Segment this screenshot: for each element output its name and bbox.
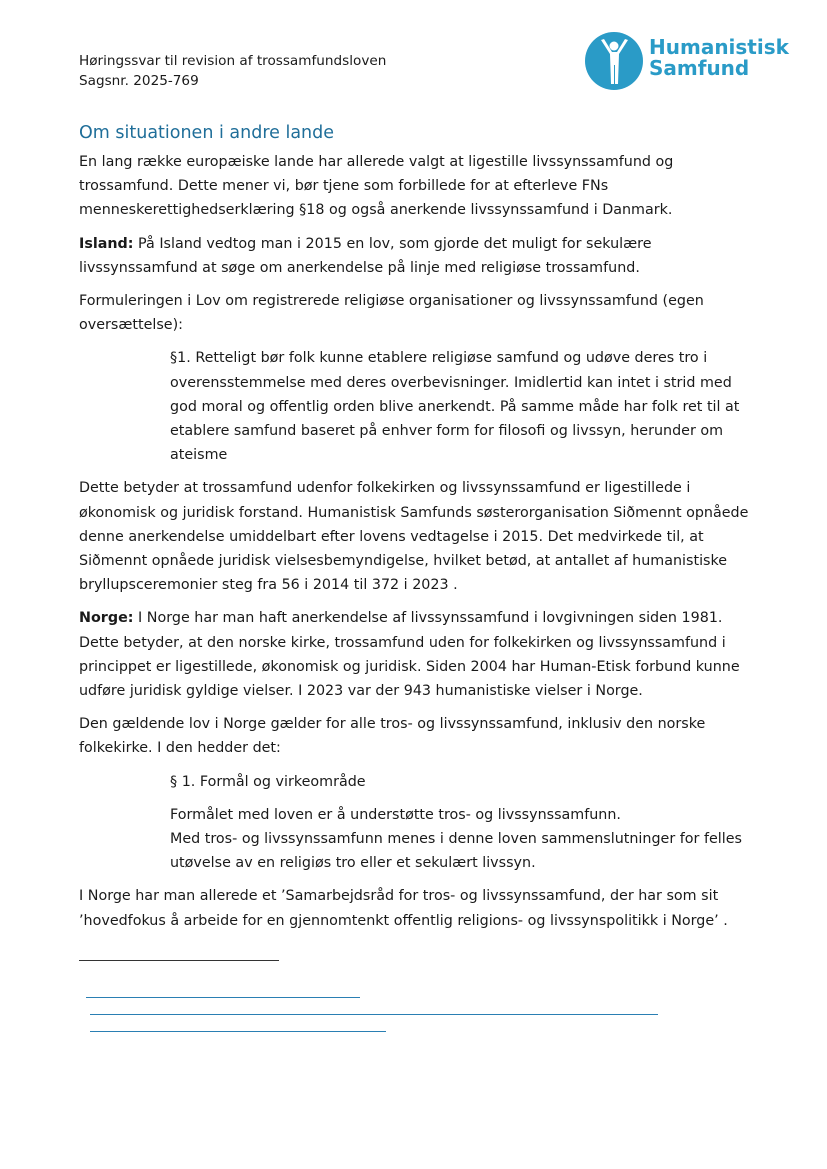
norway-text: I Norge har man haft anerkendelse af livssynssamfund i lovgivningen siden 1981. Dette betyder, at den norske kirke, trossamfund uden for folkekirken og livssynssamfund i princippet er ligestillede, økonomisk og juridisk. Siden 2004 har Human-Etisk forbund kunne udføre juridisk gyldige vielser. I 2023 var der 943 humanistiske vielser i Norge. <box>79 610 740 700</box>
norway-quote-line1: Formålet med loven er å understøtte tros- og livssynssamfunn. <box>170 806 621 823</box>
formulation-paragraph: Formuleringen i Lov om registrerede religiøse organisationer og livssynssamfund (egen oversættelse): <box>79 293 704 334</box>
norway-quote-line2: Med tros- og livssynssamfunn menes i denne loven sammenslutninger for felles utøvelse av en religiøs tro eller et sekulært livssyn. <box>170 831 742 872</box>
case-number: Sagsnr. 2025-769 <box>79 73 199 89</box>
logo-figure-icon <box>585 32 643 90</box>
footnote-separator <box>79 960 279 961</box>
document-header <box>79 51 386 91</box>
iceland-label: Island: <box>79 235 134 252</box>
header-title: Høringssvar til revision af trossamfundsloven <box>79 53 387 69</box>
norway-label: Norge: <box>79 610 134 627</box>
iceland-quote-text: §1. Retteligt bør folk kunne etablere religiøse samfund og udøve deres tro i overensstemmelse med deres overbevisninger. Imidlertid kan intet i strid med god moral og offentlig orden blive anerkendt. På samme måde har folk ret til at etablere samfund baseret på enhver form for filosofi og livssyn, herunder om ateisme <box>170 350 740 464</box>
humanistisk-samfund-logo <box>585 32 789 92</box>
norway-council-paragraph: I Norge har man allerede et ’Samarbejdsråd for tros- og livssynssamfund, der har som sit ’hovedfokus å arbeide for en gjennomtenkt offentlig religions- og livssynspolitikk i Norge’ . <box>79 888 728 929</box>
footnote-link-3[interactable] <box>90 1031 386 1032</box>
footnote-link-1[interactable] <box>86 997 360 998</box>
iceland-paragraph <box>79 232 749 280</box>
intro-paragraph: En lang række europæiske lande har allerede valgt at ligestille livssynssamfund og trossamfund. Dette mener vi, bør tjene som forbillede for at efterleve FNs menneskerettighedserklæring §18 og også anerkende livssynssamfund i Danmark. <box>79 154 674 219</box>
norway-paragraph <box>79 606 749 703</box>
logo-line2: Samfund <box>649 56 750 80</box>
logo-wordmark <box>649 37 789 79</box>
iceland-text: På Island vedtog man i 2015 en lov, som gjorde det muligt for sekulære livssynssamfund at søge om anerkendelse på linje med religiøse trossamfund. <box>79 235 652 276</box>
norway-quote-title: § 1. Formål og virkeområde <box>170 773 366 790</box>
document-body <box>79 121 749 942</box>
logo-line1: Humanistisk <box>649 35 789 59</box>
footnote-link-2[interactable] <box>90 1014 658 1015</box>
norway-law-quote <box>170 770 749 876</box>
iceland-law-quote <box>170 346 749 467</box>
iceland-result-paragraph: Dette betyder at trossamfund udenfor folkekirken og livssynssamfund er ligestillede i økonomisk og juridisk forstand. Humanistisk Samfunds søsterorganisation Siðmennt opnåede denne anerkendelse umiddelbart efter lovens vedtagelse i 2015. Det medvirkede til, at Siðmennt opnåede juridisk vielsesbemyndigelse, hvilket betød, at antallet af humanistiske bryllupsceremonier steg fra 56 i 2014 til 372 i 2023 . <box>79 480 749 594</box>
section-heading: Om situationen i andre lande <box>79 123 335 143</box>
norway-law-paragraph: Den gældende lov i Norge gælder for alle tros- og livssynssamfund, inklusiv den norske folkekirke. I den hedder det: <box>79 716 706 757</box>
